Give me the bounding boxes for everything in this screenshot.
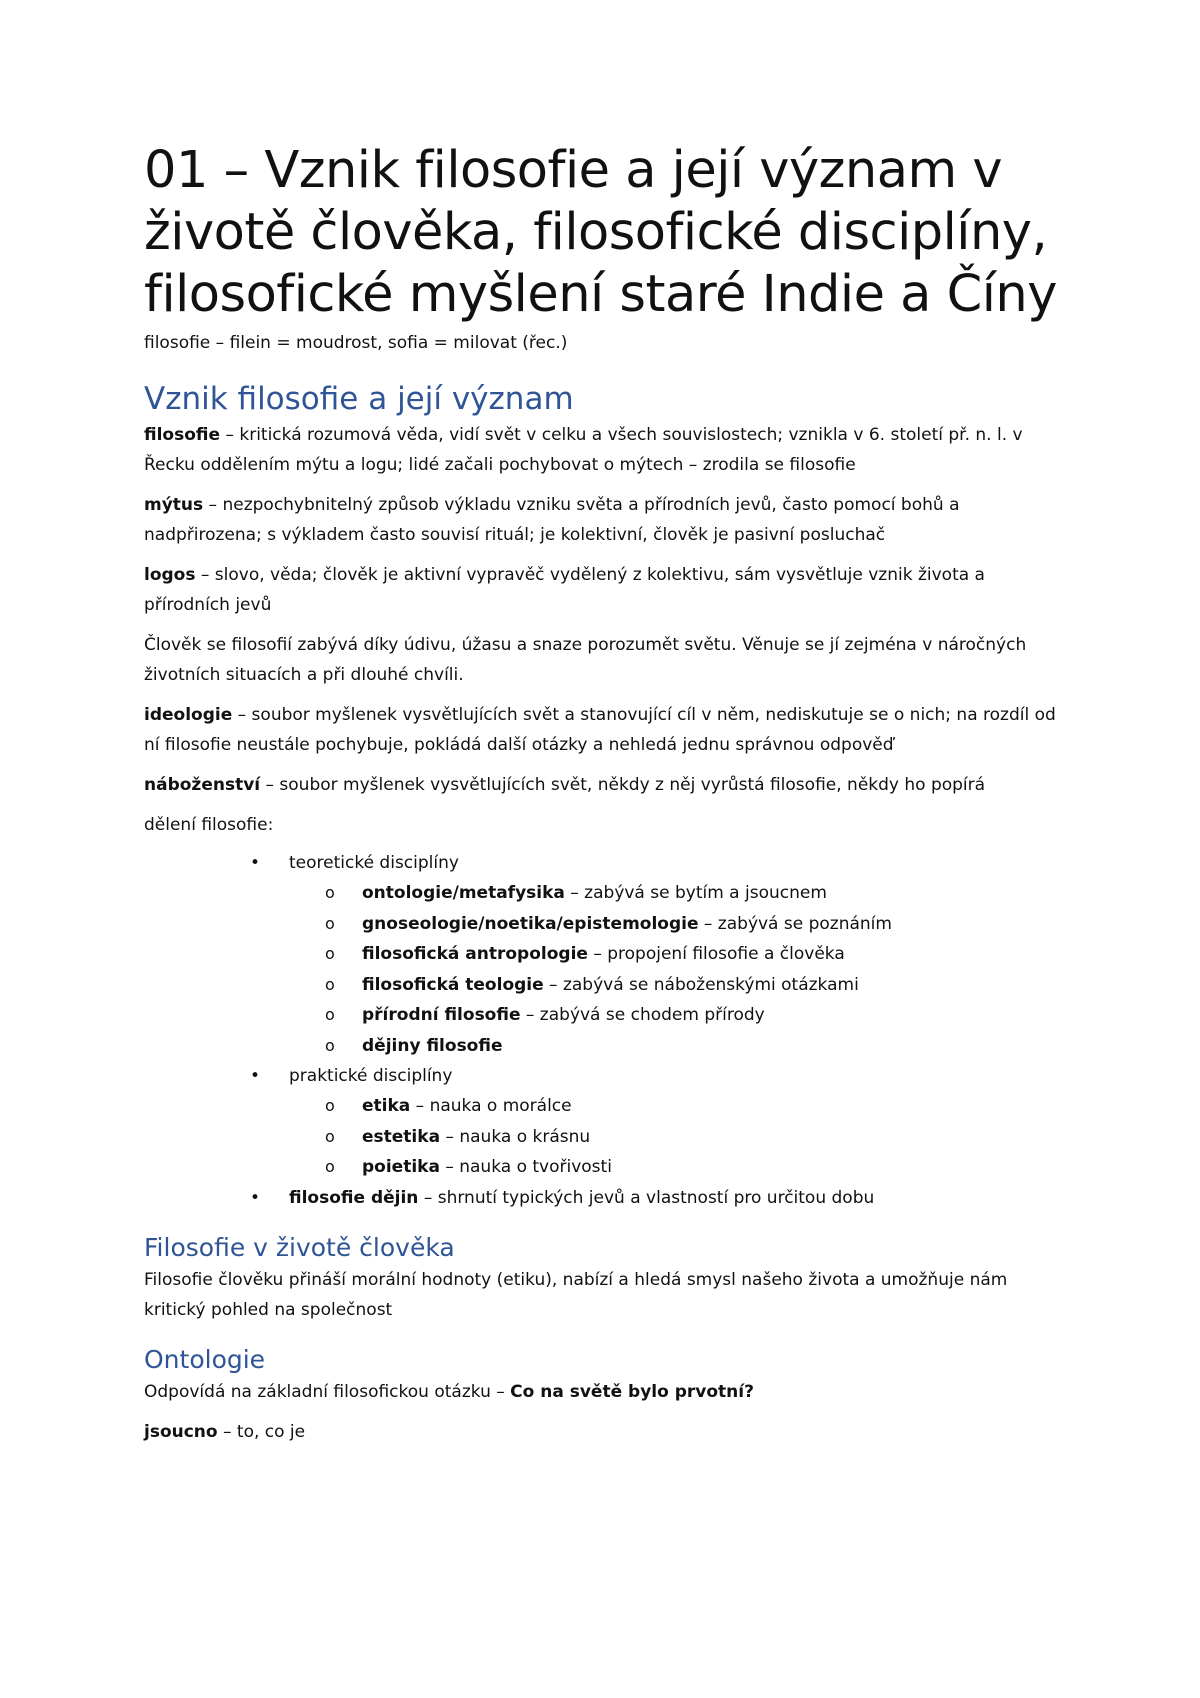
definition: – shrnutí typických jevů a vlastností pro určitou dobu xyxy=(418,1187,875,1208)
term: ideologie xyxy=(144,705,233,725)
sublist-prakticke xyxy=(289,1091,1064,1183)
list-item xyxy=(289,1152,1064,1183)
section-heading-origin: Vznik filosofie a její význam xyxy=(144,381,574,417)
definition: – nauka o morálce xyxy=(410,1096,572,1116)
definition: – soubor myšlenek vysvětlujících svět a stanovující cíl v něm, nediskutuje se o nich; na rozdíl od ní filosofie neustále pochybuje, pokládá další otázky a nehledá jednu správnou odpověď xyxy=(144,705,1056,755)
sub-bullet-icon: o xyxy=(325,1096,335,1115)
sub-bullet-icon: o xyxy=(325,1157,335,1176)
term: jsoucno xyxy=(144,1421,218,1442)
sub-bullet-icon: o xyxy=(325,913,335,933)
etymology-line: filosofie – filein = moudrost, sofia = milovat (řec.) xyxy=(144,333,568,353)
list-item xyxy=(289,1122,1064,1153)
term: dějiny filosofie xyxy=(362,1035,503,1056)
term: filosofie dějin xyxy=(289,1187,419,1208)
list-item xyxy=(289,909,1064,940)
term: filosofická antropologie xyxy=(362,944,588,964)
sub-bullet-icon: o xyxy=(325,944,335,963)
bullet-icon: • xyxy=(250,1066,261,1086)
definition: – zabývá se bytím a jsoucnem xyxy=(564,883,827,903)
term: mýtus xyxy=(144,495,204,515)
list-item xyxy=(289,939,1064,970)
list-item xyxy=(289,878,1064,909)
list-item xyxy=(289,970,1064,1001)
paragraph-nabozenstvi xyxy=(144,770,1064,800)
list-item xyxy=(289,1031,1064,1062)
list-item-prakticke xyxy=(144,1061,1064,1183)
list-item-label: praktické disciplíny xyxy=(289,1066,453,1086)
term: přírodní filosofie xyxy=(362,1005,521,1025)
definition: – zabývá se poznáním xyxy=(698,913,892,934)
term: gnoseologie/noetika/epistemologie xyxy=(362,913,699,934)
sublist-teoreticke xyxy=(289,878,1064,1061)
page-title: 01 – Vznik filosofie a její význam v životě člověka, filosofické disciplíny, filosofické myšlení staré Indie a Číny xyxy=(144,141,1057,324)
sub-bullet-icon: o xyxy=(325,1035,335,1055)
bullet-icon: • xyxy=(250,1187,261,1208)
definition: – nauka o krásnu xyxy=(440,1126,591,1147)
term: estetika xyxy=(362,1126,441,1147)
question-lead: Odpovídá na základní filosofickou otázku – xyxy=(144,1381,511,1402)
term: logos xyxy=(144,565,196,585)
definition: – zabývá se náboženskými otázkami xyxy=(543,974,859,995)
definition: – to, co je xyxy=(217,1421,306,1442)
term: filosofie xyxy=(144,425,221,445)
definition: – kritická rozumová věda, vidí svět v celku a všech souvislostech; vznikla v 6. století př. n. l. v Řecku oddělením mýtu a logu; lidé začali pochybovat o mýtech – zrodila se filosofie xyxy=(144,425,1023,475)
sub-bullet-icon: o xyxy=(325,1126,335,1146)
definition: – propojení filosofie a člověka xyxy=(587,944,845,964)
term: filosofická teologie xyxy=(362,974,544,995)
section-heading-ontology: Ontologie xyxy=(144,1344,266,1374)
list-item-label: teoretické disciplíny xyxy=(289,853,459,873)
paragraph-life: Filosofie člověku přináší morální hodnoty (etiku), nabízí a hledá smysl našeho života a umožňuje nám kritický pohled na společnost xyxy=(144,1269,1008,1320)
section-heading-life: Filosofie v životě člověka xyxy=(144,1232,455,1262)
term: etika xyxy=(362,1096,411,1116)
definition: – zabývá se chodem přírody xyxy=(520,1005,765,1025)
paragraph-deleni: dělení filosofie: xyxy=(144,815,274,835)
paragraph-jsoucno xyxy=(144,1417,1064,1447)
paragraph-mytus xyxy=(144,490,1064,550)
list-item xyxy=(289,1000,1064,1031)
sub-bullet-icon: o xyxy=(325,1005,335,1024)
definition: – nauka o tvořivosti xyxy=(439,1157,612,1177)
paragraph-filosofie xyxy=(144,420,1064,480)
definition: – soubor myšlenek vysvětlujících svět, někdy z něj vyrůstá filosofie, někdy ho popírá xyxy=(260,775,986,795)
bullet-icon: • xyxy=(250,853,261,873)
definition: – slovo, věda; člověk je aktivní vypravěč vydělený z kolektivu, sám vysvětluje vznik života a přírodních jevů xyxy=(144,565,985,615)
term: náboženství xyxy=(144,775,261,795)
division-list xyxy=(144,848,1064,1213)
term: poietika xyxy=(362,1157,440,1177)
sub-bullet-icon: o xyxy=(325,883,335,902)
sub-bullet-icon: o xyxy=(325,974,335,994)
term: ontologie/metafysika xyxy=(362,883,565,903)
paragraph-ontology-question xyxy=(144,1377,1064,1407)
list-item-filosofie-dejin xyxy=(144,1183,1064,1213)
paragraph-ideologie xyxy=(144,700,1064,760)
definition: – nezpochybnitelný způsob výkladu vzniku světa a přírodních jevů, často pomocí bohů a nadpřirozena; s výkladem často souvisí rituál; je kolektivní, člověk je pasivní posluchač xyxy=(144,495,960,545)
list-item xyxy=(289,1091,1064,1122)
document-content xyxy=(144,140,1064,1447)
paragraph-clovek: Člověk se filosofií zabývá díky údivu, úžasu a snaze porozumět světu. Věnuje se jí zejména v náročných životních situacích a při dlouhé chvíli. xyxy=(144,635,1027,685)
list-item-teoreticke xyxy=(144,848,1064,1061)
question: Co na světě bylo prvotní? xyxy=(510,1381,754,1402)
paragraph-logos xyxy=(144,560,1064,620)
